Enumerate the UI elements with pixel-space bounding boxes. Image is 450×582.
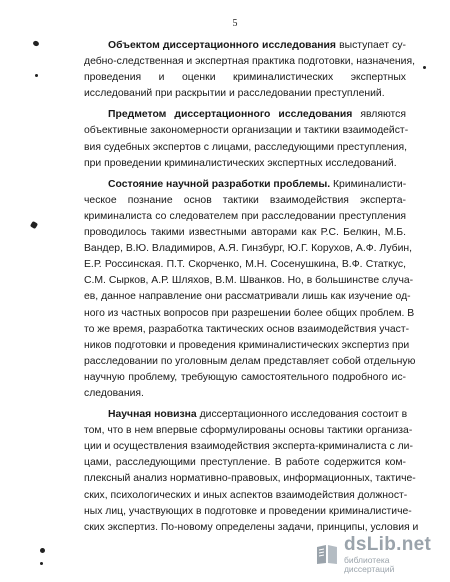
paragraph-line: ции и осуществления взаимодействия эксперта-криминалиста с ли- (84, 441, 413, 453)
paragraph-line: ного из частных вопросов при разрешении более общих проблем. В (84, 307, 415, 319)
paragraph-line: криминалиста со следователем при расследовании преступления (84, 210, 406, 222)
paragraph-line: ческое познание основ тактики взаимодействия эксперта- (84, 194, 406, 206)
paragraph-line: ников подготовки и проведения криминалистических экспертиз при (84, 339, 410, 351)
paragraph-line: цами, расследующими преступление. В работе содержится ком- (84, 457, 406, 469)
paragraph-line: проведения и оценки криминалистических экспертных (84, 72, 406, 84)
paragraph-line: проводилось такими известными авторами как Р.С. Белкин, М.Б. (84, 227, 406, 239)
paragraph-bold-lead: Научная новизна (108, 409, 197, 421)
paragraph-lead-rest: диссертационного исследования состоит в (196, 409, 408, 421)
watermark (314, 531, 442, 577)
watermark-brand: dsLib.net (343, 534, 432, 555)
scan-speck (35, 74, 38, 77)
paragraph-line: ских, психологических и иных аспектов взаимодействия должност- (84, 489, 408, 501)
paragraph-line: ских экспертиз. По-новому определены задачи, принципы, условия и (84, 521, 419, 533)
paragraph-line: ев, данное направление они рассматривали лишь как изучение од- (84, 291, 411, 303)
paragraph-line: при проведении криминалистических экспертных исследований. (84, 157, 397, 169)
paragraph-line: следования. (84, 387, 144, 399)
scan-speck (423, 66, 426, 69)
page-number: 5 (232, 18, 238, 29)
paragraph-line: Вандер, В.Ю. Владимиров, А.Я. Гинзбург, Ю.Г. Корухов, А.Ф. Лубин, (84, 243, 413, 255)
scan-speck (32, 40, 39, 47)
paragraph-line: научную проблему, требующую самостоятельного подробного ис- (84, 371, 406, 383)
paragraph-bold-lead: Предметом диссертационного исследования (108, 109, 353, 121)
paragraph-line: то же время, разработка тактических основ взаимодействия участ- (84, 323, 410, 335)
body-text (84, 38, 419, 536)
paragraph-line: вия судебных экспертов с лицами, расследующими преступления, (84, 141, 407, 153)
paragraph-line: исследований при раскрытии и расследовании преступлений. (84, 88, 385, 100)
paragraph-line: расследовании по уголовным делам представляет собой отдельную (84, 355, 416, 367)
paragraph-first-line (84, 107, 406, 123)
paragraph-first-line (84, 177, 406, 193)
paragraph-line: ных лиц, участвующих в подготовке и проведении криминалистиче- (84, 505, 412, 517)
paragraph-line: том, что в нем впервые сформулированы основы тактики организа- (84, 425, 413, 437)
watermark-subtitle: библиотека диссертаций (343, 555, 395, 574)
paragraph-line: Е.Р. Россинская. П.Т. Скорченко, М.Н. Сосенушкина, В.Ф. Статкус, (84, 259, 406, 271)
paragraph-first-line (84, 407, 406, 423)
book-icon (314, 541, 340, 567)
paragraph-lead-rest: Криминалисти- (330, 178, 407, 190)
scan-speck (40, 562, 43, 565)
scan-speck (30, 221, 38, 229)
paragraph-line: объективные закономерности организации и тактики взаимодейст- (84, 125, 409, 137)
paragraph-lead-rest: являются (352, 109, 407, 121)
paragraph-line: плексный анализ нормативно-правовых, информационных, тактиче- (84, 473, 416, 485)
paragraph-bold-lead: Объектом диссертационного исследования (108, 40, 336, 51)
paragraph-bold-lead: Состояние научной разработки проблемы. (108, 178, 331, 190)
paragraph-first-line (84, 38, 406, 54)
paragraph-line: дебно-следственная и экспертная практика подготовки, назначения, (84, 56, 415, 68)
paragraph-lead-rest: выступает су- (335, 40, 406, 51)
paragraph-line: С.М. Сырков, А.Р. Шляхов, В.М. Шванков. Но, в большинстве случа- (84, 275, 414, 287)
scan-speck (39, 547, 46, 554)
